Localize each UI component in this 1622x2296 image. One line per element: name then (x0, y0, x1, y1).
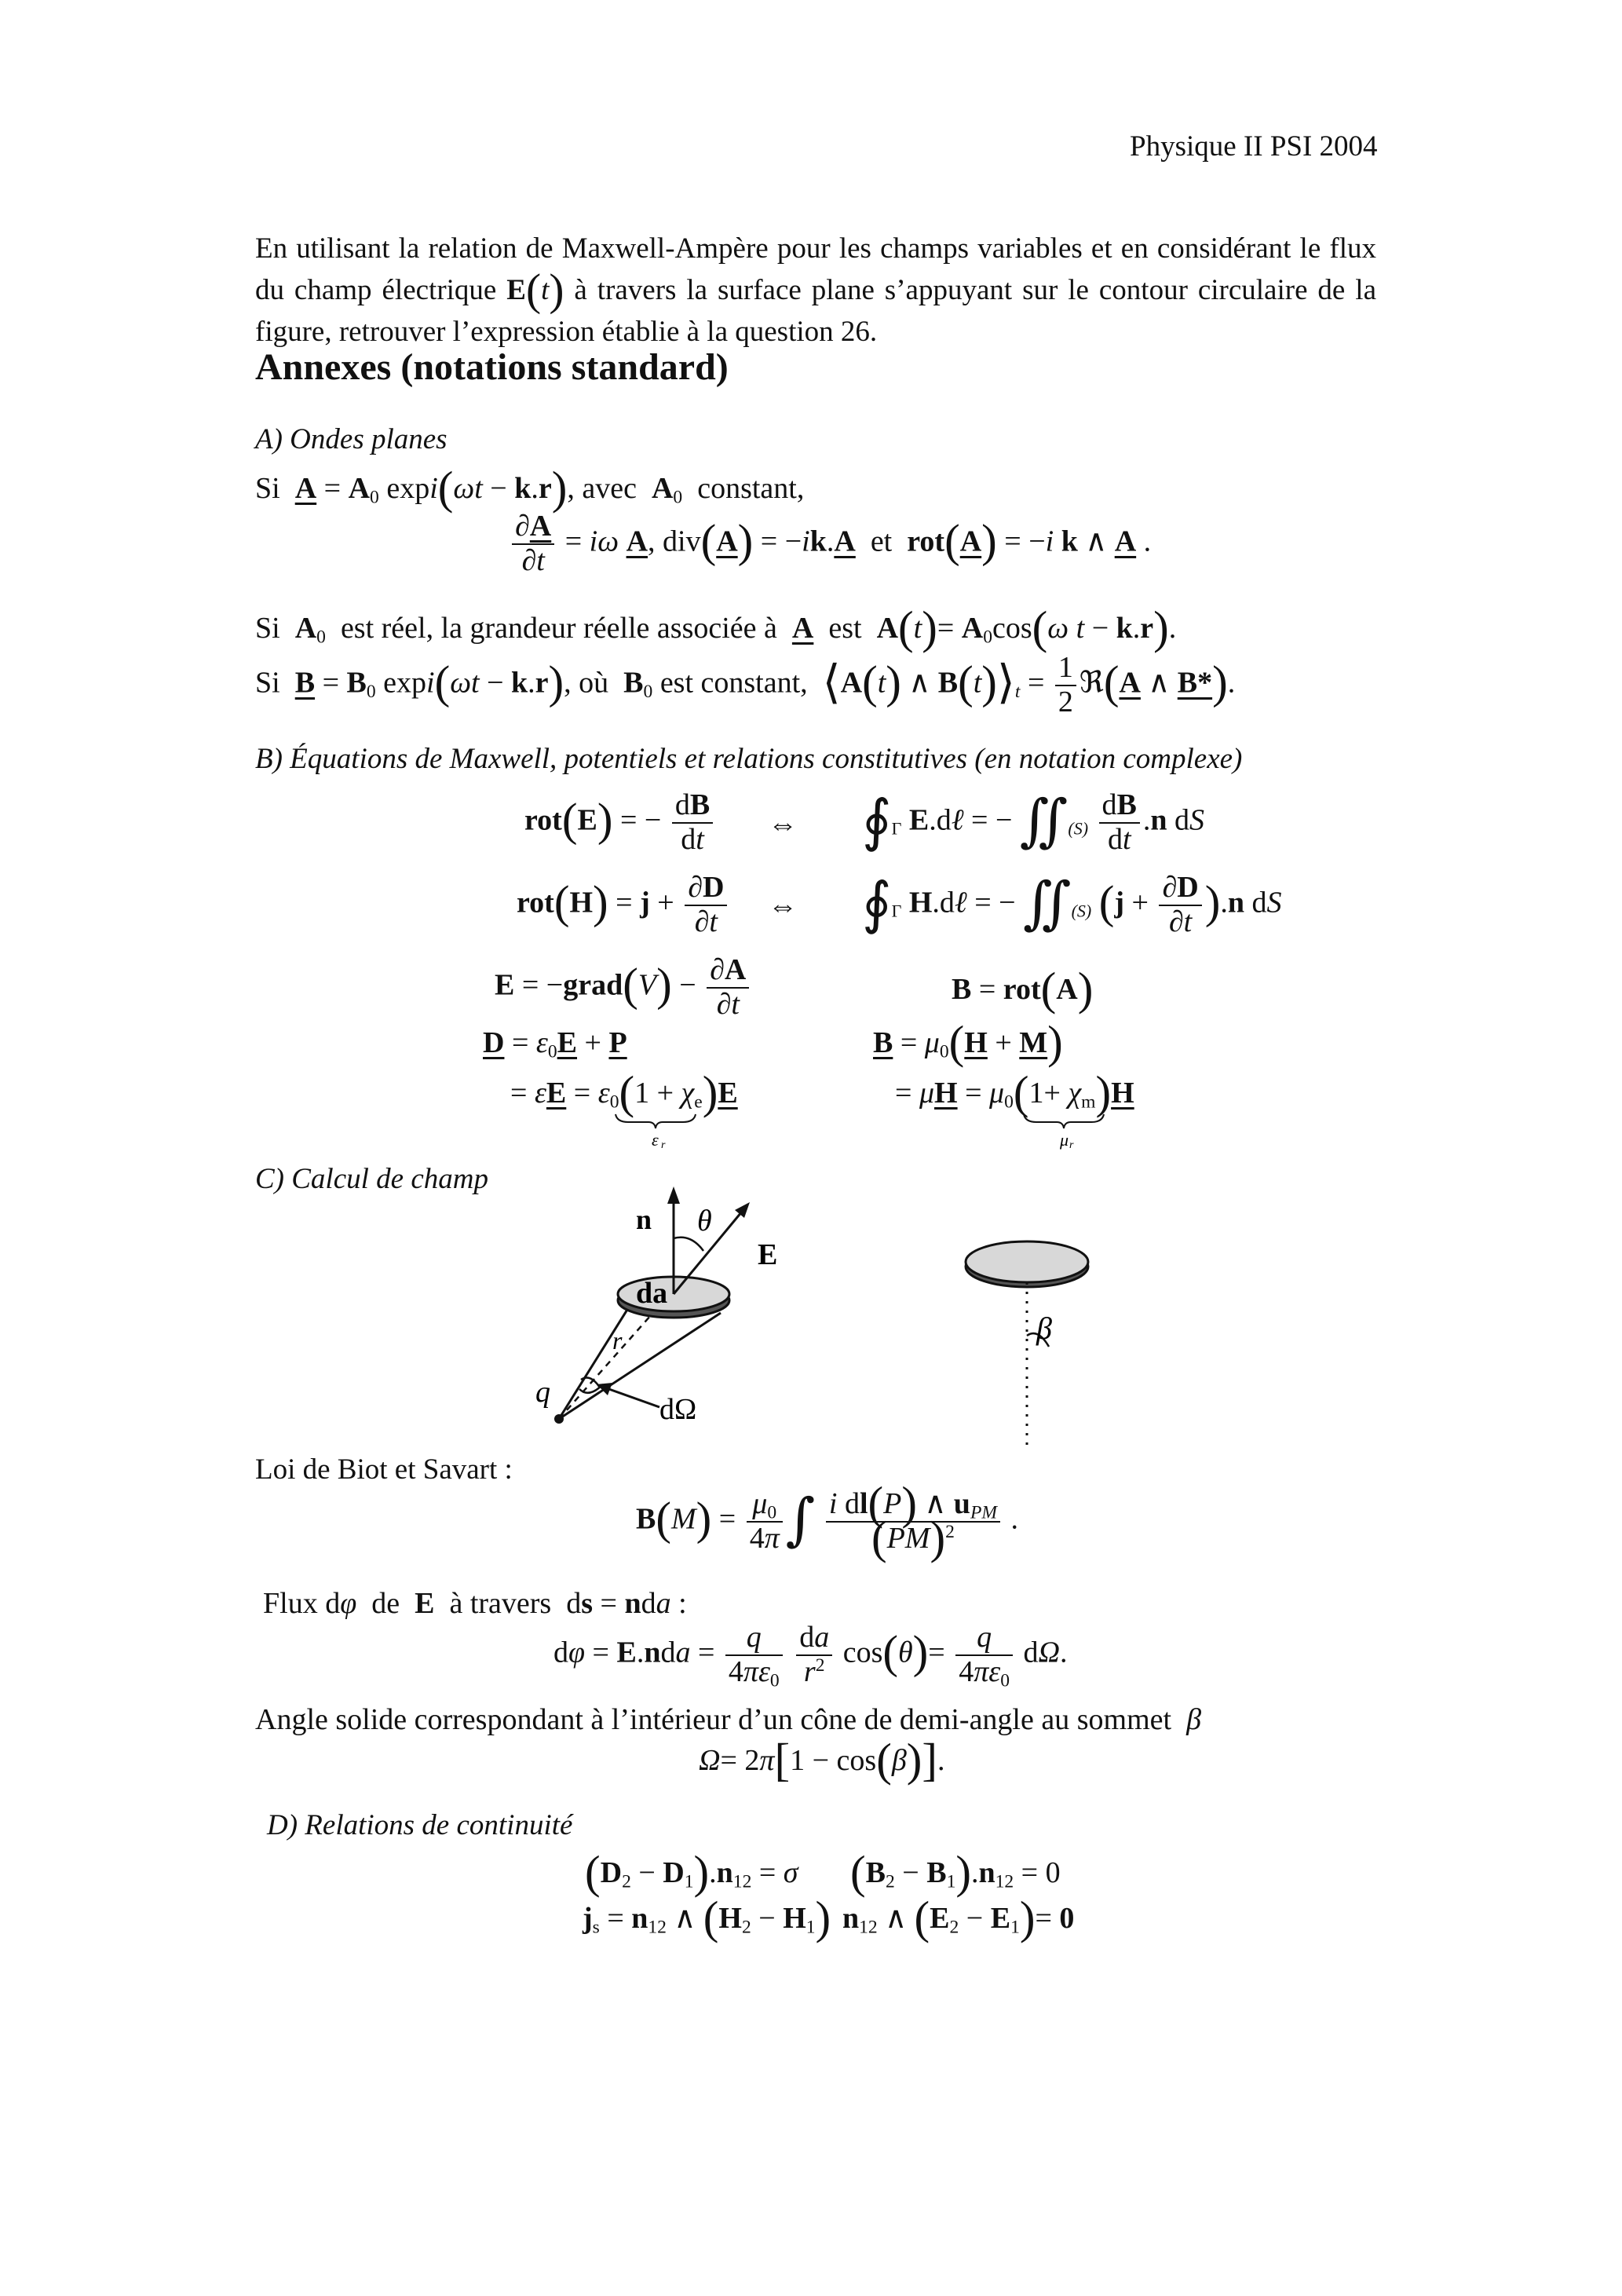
label-E: E (758, 1238, 778, 1271)
cone-edge-left (559, 1293, 637, 1419)
eq-continuity-e: $n_{12}$ ∧ $(E_2 - E_1)= 0$ (842, 1892, 1075, 1944)
svg-text:μ: μ (1060, 1130, 1069, 1150)
eq-potentials-e: E = −grad(V) − $\frac{\partial A}{\partial t}$ (495, 954, 752, 1022)
label-r: r (612, 1326, 623, 1355)
section-b-heading: B) Équations de Maxwell, potentiels et relations constitutives (en notation complexe) (255, 743, 1243, 775)
intro-var: t (541, 274, 550, 306)
field-figure (502, 1182, 1115, 1449)
eq-plane-wave-derivatives: $\frac{\partial A}{\partial t}$ = iω A, div(A) = −ik.A et rot(A) = −i k ∧ A . (509, 510, 1151, 578)
page-header: Physique II PSI 2004 (1130, 130, 1378, 163)
eq-potentials-b: B = rot(A) (952, 963, 1094, 1015)
brace-mu-r (1021, 1111, 1107, 1150)
eq-maxwell-faraday: rot(E) = − $\frac{dB}{dt}$ (524, 789, 716, 857)
equivalence-arrow-2: ⇔ (768, 890, 798, 923)
circular-loop (966, 1241, 1088, 1282)
label-beta: β (1036, 1311, 1052, 1346)
equivalence-arrow-1: ⇔ (768, 808, 798, 841)
eq-constitutive-b-2: = $\mu H = \mu_0(1+ \chi_m)H$ (895, 1067, 1134, 1119)
eq-time-average: Si $B = B_0$ expi(ωt − k.r), où $B_0$ est constant, ⟨A(t) ∧ $B(t)⟩_t$ = $\frac{1}{2}$ ℜ(A ∧ B*). (255, 651, 1236, 718)
eq-faraday-integral: $∮_\Gamma$ E.dℓ = − $∬_{(S)}$ $\frac{dB}{dt}$ .n dS (862, 788, 1205, 856)
label-dOmega: dΩ (659, 1393, 697, 1426)
label-n: n (636, 1204, 652, 1235)
eq-constitutive-d: $D = \varepsilon_0E + P$ (483, 1026, 627, 1062)
intro-field: E (506, 274, 526, 306)
eq-continuity-b: $(B_2 - B_1).n_{12} = 0$ (850, 1847, 1061, 1899)
eq-plane-wave-def: Si $A = A_0$ expi(ωt − k.r), avec $A_0$ constant, (255, 462, 805, 514)
label-da: da (636, 1277, 668, 1310)
annex-title: Annexes (notations standard) (255, 346, 729, 388)
biot-savart-label: Loi de Biot et Savart : (255, 1453, 513, 1486)
flux-label: Flux dφ de E à travers ds = nda : (263, 1587, 687, 1620)
field-arrow-head (735, 1202, 750, 1218)
intro-text-2: à travers la surface plane s’appuyant sur le contour circulaire de la figure, retrouver l’expression établie à la question 26. (255, 274, 1376, 348)
eq-flux: dφ = E.nda = $\frac{q}{4\pi\varepsilon_0}$ $\frac{da}{r^2}$ cos(θ)= $\frac{q}{4\pi\varepsilon_0}$ dΩ. (553, 1621, 1068, 1691)
eq-continuity-h: $j_s = n_{12}$ ∧ $(H_2 - H_1)$ (583, 1892, 831, 1944)
svg-text:r: r (661, 1139, 666, 1150)
svg-text:r: r (1069, 1139, 1074, 1150)
eq-biot-savart: B(M) = $\frac{\mu_0}{4\pi}$ ∫ $\frac{i dl(P) \wedge u_{PM}}{(PM)^2}$ . (636, 1478, 1018, 1563)
section-a-heading: A) Ondes planes (255, 423, 448, 455)
section-c-heading: C) Calcul de champ (255, 1163, 488, 1195)
theta-arc (674, 1238, 703, 1251)
eq-ampere-integral: $∮_\Gamma$ H.dℓ = − $∬_{(S)}$ (j + $\frac{\partial D}{\partial t}$ ).n dS (862, 870, 1282, 938)
label-theta: θ (697, 1205, 712, 1238)
section-d-heading: D) Relations de continuité (267, 1809, 573, 1841)
eq-constitutive-d-2: = $\varepsilon E = \varepsilon_0(1 + \chi_e)E$ (510, 1067, 738, 1119)
label-q: q (535, 1376, 550, 1409)
svg-text:ε: ε (652, 1130, 659, 1150)
normal-arrow-head (667, 1186, 680, 1204)
eq-maxwell-ampere: rot(H) = j + $\frac{\partial D}{\partial t}$ (517, 872, 730, 939)
eq-continuity-d: $(D_2 - D_1).n_{12} = \sigma$ (585, 1847, 798, 1899)
eq-solid-angle: Ω= 2π[1 − cos(β)]. (699, 1735, 945, 1786)
brace-epsilon-r (612, 1111, 699, 1150)
eq-real-field: Si $A_0$ est réel, la grandeur réelle associée à A est $A(t)= A_0\cos(\omega$ t − k.r). (255, 602, 1177, 654)
eq-constitutive-b: $B = \mu_0(H + M)$ (873, 1017, 1063, 1069)
solid-angle-label: Angle solide correspondant à l’intérieur d’un cône de demi-angle au sommet β (255, 1703, 1201, 1736)
charge-point (554, 1414, 564, 1424)
intro-text-1: En utilisant la relation de Maxwell-Ampère pour les champs variables et en considérant le flux du champ électrique (255, 232, 1376, 306)
intro-paragraph: En utilisant la relation de Maxwell-Ampère pour les champs variables et en considérant le flux du champ électrique E(t) à travers la surface plane s’appuyant sur le contour circulaire de la figure, retrouver l’expression établie à la question 26. (255, 232, 1376, 348)
